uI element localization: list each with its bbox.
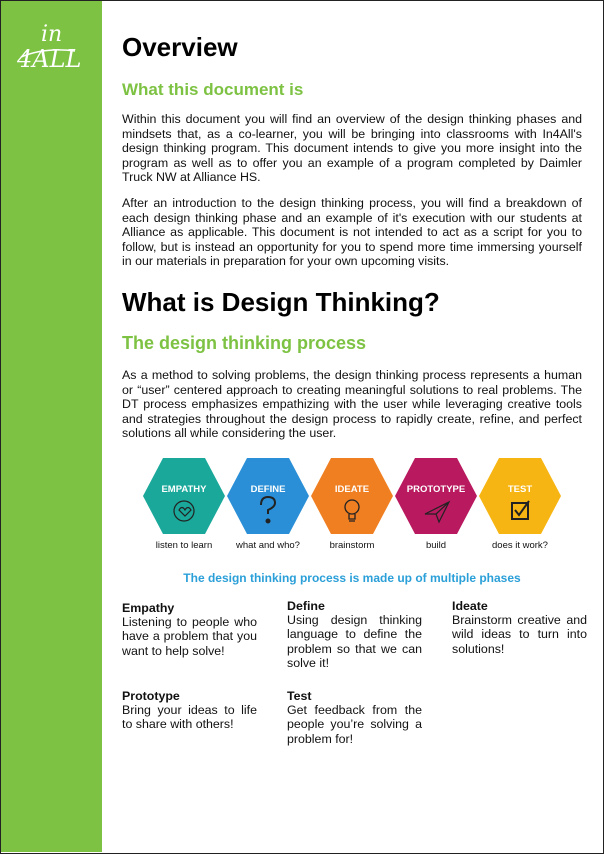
test-label: TEST [507, 484, 533, 495]
test-hexagon [479, 458, 561, 534]
phase-description: Get feedback from the people you’re solving a problem for! [287, 703, 422, 746]
phase-test [287, 689, 422, 746]
svg-text:in: in [41, 22, 63, 47]
phase-define [287, 599, 422, 670]
phase-title: Prototype [122, 689, 180, 703]
empathy-label: EMPATHY [161, 484, 207, 495]
phase-ideate [452, 599, 587, 656]
phase-title: Ideate [452, 599, 488, 613]
overview-paragraph-2: After an introduction to the design thinking process, you will find a breakdown of each design thinking phase and an example of it's execution with our students at Alliance as applicable. This document is not intended to act as a script for you to follow, but is instead an opportunity for you to spend more time immersing yourself in our materials in preparation for your own upcoming visits. [122, 196, 582, 269]
process-paragraph: As a method to solving problems, the design thinking process represents a human or “user” centered approach to creating meaningful solutions to real problems. The DT process emphasizes empathizing with the user while leveraging creative tools and strategies throughout the design process to rapidly create, refine, and perfect solutions all while considering the user. [122, 368, 582, 441]
define-label: DEFINE [250, 484, 286, 495]
test-caption: does it work? [492, 540, 548, 551]
phase-empathy [122, 601, 257, 658]
ideate-label: IDEATE [334, 484, 370, 495]
overview-paragraph-1: Within this document you will find an overview of the design thinking phases and mindsets that, as a co-learner, you will be bringing into classrooms with In4All's design thinking program. This document intends to give you more insight into the program as well as to offer you an example of a program completed by Daimler Truck NW at Alliance HS. [122, 112, 582, 185]
document-subtitle: What this document is [122, 80, 304, 99]
phase-description: Brainstorm creative and wild ideas to turn into solutions! [452, 613, 587, 656]
design-thinking-title: What is Design Thinking? [122, 287, 440, 317]
in4all-logo [15, 17, 89, 75]
define-caption: what and who? [236, 540, 300, 551]
phase-description: Bring your ideas to life to share with others! [122, 703, 257, 732]
phase-title: Test [287, 689, 312, 703]
process-subtitle: The design thinking process [122, 333, 367, 353]
ideate-hexagon [311, 458, 393, 534]
prototype-label: PROTOTYPE [406, 484, 466, 495]
phase-description: Listening to people who have a problem that you want to help solve! [122, 615, 257, 658]
prototype-hexagon [395, 458, 477, 534]
phase-title: Empathy [122, 601, 175, 615]
svg-text:4ALL: 4ALL [17, 45, 82, 73]
empathy-hexagon [143, 458, 225, 534]
green-sidebar [1, 1, 102, 852]
phases-heading: The design thinking process is made up of multiple phases [183, 571, 521, 585]
phase-title: Define [287, 599, 325, 613]
prototype-caption: build [425, 540, 447, 551]
phase-description: Using design thinking language to define the problem so that we can solve it! [287, 613, 422, 670]
define-hexagon [227, 458, 309, 534]
process-diagram [143, 458, 563, 558]
ideate-caption: brainstorm [329, 540, 375, 551]
phase-prototype [122, 689, 257, 732]
overview-title: Overview [122, 32, 238, 62]
empathy-caption: listen to learn [155, 540, 213, 551]
